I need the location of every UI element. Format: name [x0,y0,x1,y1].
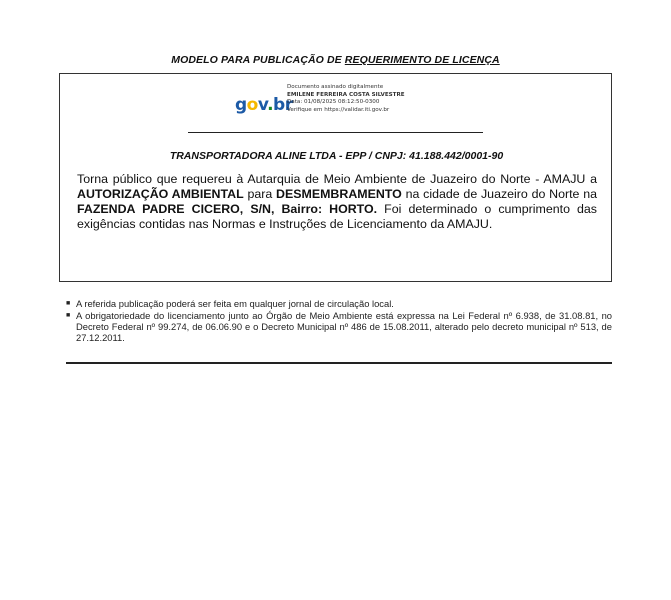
govbr-logo-v: v [257,95,268,115]
body-bold-authorization: AUTORIZAÇÃO AMBIENTAL [77,187,244,201]
digital-signature-stamp [235,84,495,124]
footnote-item [66,310,612,343]
body-text-1: Torna público que requereu à Autarquia de Meio Ambiente de Juazeiro do Norte - AMAJU a [77,172,597,186]
footnote-text: A obrigatoriedade do licenciamento junto ao Órgão de Meio Ambiente está expressa na Lei Federal nº 6.938, de 31.08.81, no Decreto Federal nº 99.274, de 06.06.90 e o Decreto Municipal nº 486 de 15.08.2011, alterado pelo decreto municipal nº 513, de 27.12.2011. [76,310,612,343]
bullet-icon: ■ [66,312,71,319]
signature-verify-link: Verifique em https://validar.iti.gov.br [287,106,390,113]
govbr-logo [235,96,293,114]
body-text-3: na cidade de Juazeiro do Norte na [401,187,598,201]
title-prefix: MODELO PARA PUBLICAÇÃO DE [171,54,345,66]
body-bold-activity: DESMEMBRAMENTO [276,187,402,201]
govbr-logo-o: o [246,95,258,115]
page-title [0,54,671,66]
footnote-text: A referida publicação poderá ser feita em qualquer jornal de circulação local. [76,298,394,309]
publication-text [77,172,597,232]
signature-date: Data: 01/08/2025 08:12:50-0300 [287,99,380,106]
signature-details [284,84,405,115]
company-line: TRANSPORTADORA ALINE LTDA - EPP / CNPJ: 41.188.442/0001-90 [169,150,504,162]
signer-name: EMILENE FERREIRA COSTA SILVESTRE [287,91,405,98]
govbr-logo-r: r [284,95,293,115]
footnotes [66,298,612,344]
body-bold-address: FAZENDA PADRE CICERO, S/N, Bairro: HORTO. [77,202,378,216]
body-text-4: Foi determinado o cumprimento das exigências contidas nas Normas e Instruções de Licenciamento da AMAJU. [77,202,598,231]
bullet-icon: ■ [66,300,71,307]
govbr-logo-g: g [235,95,247,115]
title-underlined: REQUERIMENTO DE LICENÇA [344,54,500,66]
bottom-divider [66,362,612,364]
body-text-2: para [243,187,277,201]
govbr-logo-dot: . [267,95,274,115]
govbr-logo-b: b [273,95,285,115]
footnote-item [66,298,612,309]
signature-line [188,132,483,133]
signature-caption: Documento assinado digitalmente [287,84,384,90]
publication-box [59,73,612,282]
